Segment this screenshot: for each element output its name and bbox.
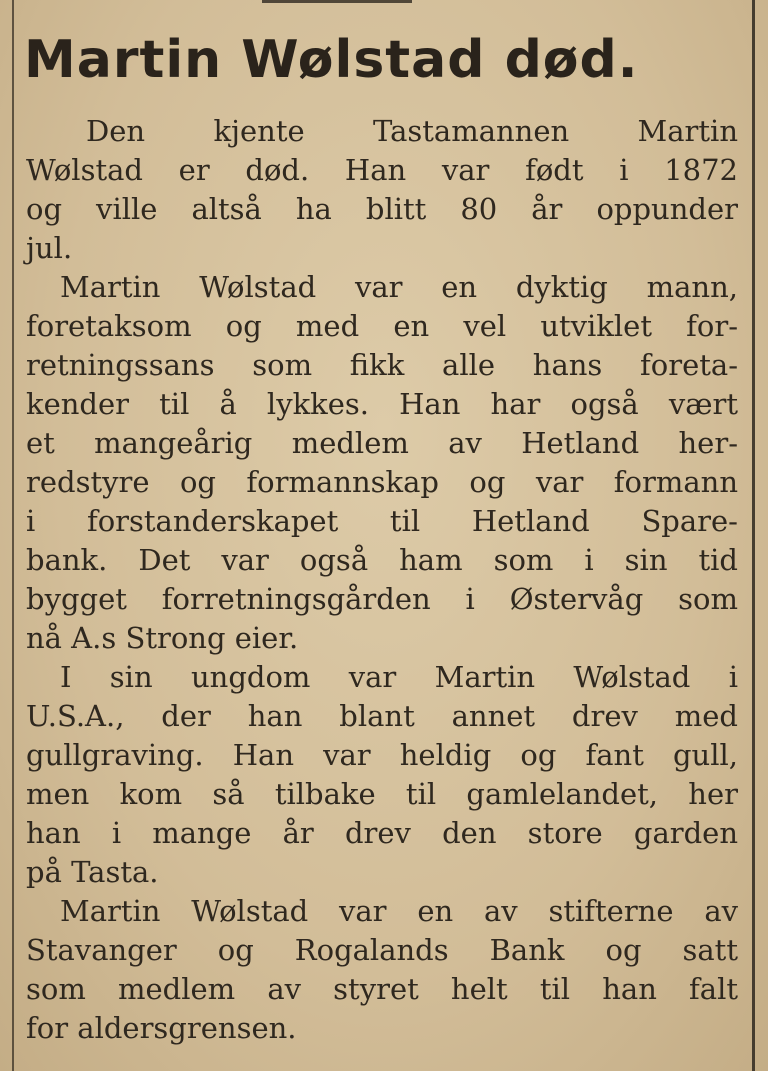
text-line: retningssans som fikk alle hans foreta- (26, 348, 738, 382)
text-line: U.S.A., der han blant annet drev med (26, 699, 738, 733)
left-column-rule (12, 0, 14, 1071)
text-line: Stavanger og Rogalands Bank og satt (26, 933, 738, 967)
text-line: gullgraving. Han var heldig og fant gull, (26, 738, 738, 772)
text-line: Wølstad er død. Han var født i 1872 (26, 153, 738, 187)
text-line: for aldersgrensen. (26, 1011, 297, 1045)
paragraph-2 (26, 268, 738, 658)
text-line: han i mange år drev den store garden (26, 816, 738, 850)
text-line: men kom så tilbake til gamlelandet, her (26, 777, 738, 811)
text-line: på Tasta. (26, 855, 159, 889)
text-line: nå A.s Strong eier. (26, 621, 299, 655)
article-body (26, 112, 738, 1048)
text-line: bank. Det var også ham som i sin tid (26, 543, 738, 577)
paragraph-1 (26, 112, 738, 268)
text-line: jul. (26, 231, 73, 265)
text-line: kender til å lykkes. Han har også vært (26, 387, 738, 421)
text-line: I sin ungdom var Martin Wølstad i (60, 660, 738, 694)
headline: Martin Wølstad død. (24, 30, 639, 90)
text-line: og ville altså ha blitt 80 år oppunder (26, 192, 738, 226)
text-line: Den kjente Tastamannen Martin (86, 114, 738, 148)
text-line: redstyre og formannskap og var formann (26, 465, 738, 499)
top-rule (262, 0, 412, 3)
text-line: et mangeårig medlem av Hetland her- (26, 426, 738, 460)
text-line: i forstanderskapet til Hetland Spare- (26, 504, 738, 538)
text-line: foretaksom og med en vel utviklet for- (26, 309, 738, 343)
text-line: bygget forretningsgården i Østervåg som (26, 582, 738, 616)
right-column-rule (752, 0, 755, 1071)
text-line: Martin Wølstad var en av stifterne av (60, 894, 738, 928)
paragraph-4 (26, 892, 738, 1048)
text-line: Martin Wølstad var en dyktig mann, (60, 270, 738, 304)
paragraph-3 (26, 658, 738, 892)
text-line: som medlem av styret helt til han falt (26, 972, 738, 1006)
